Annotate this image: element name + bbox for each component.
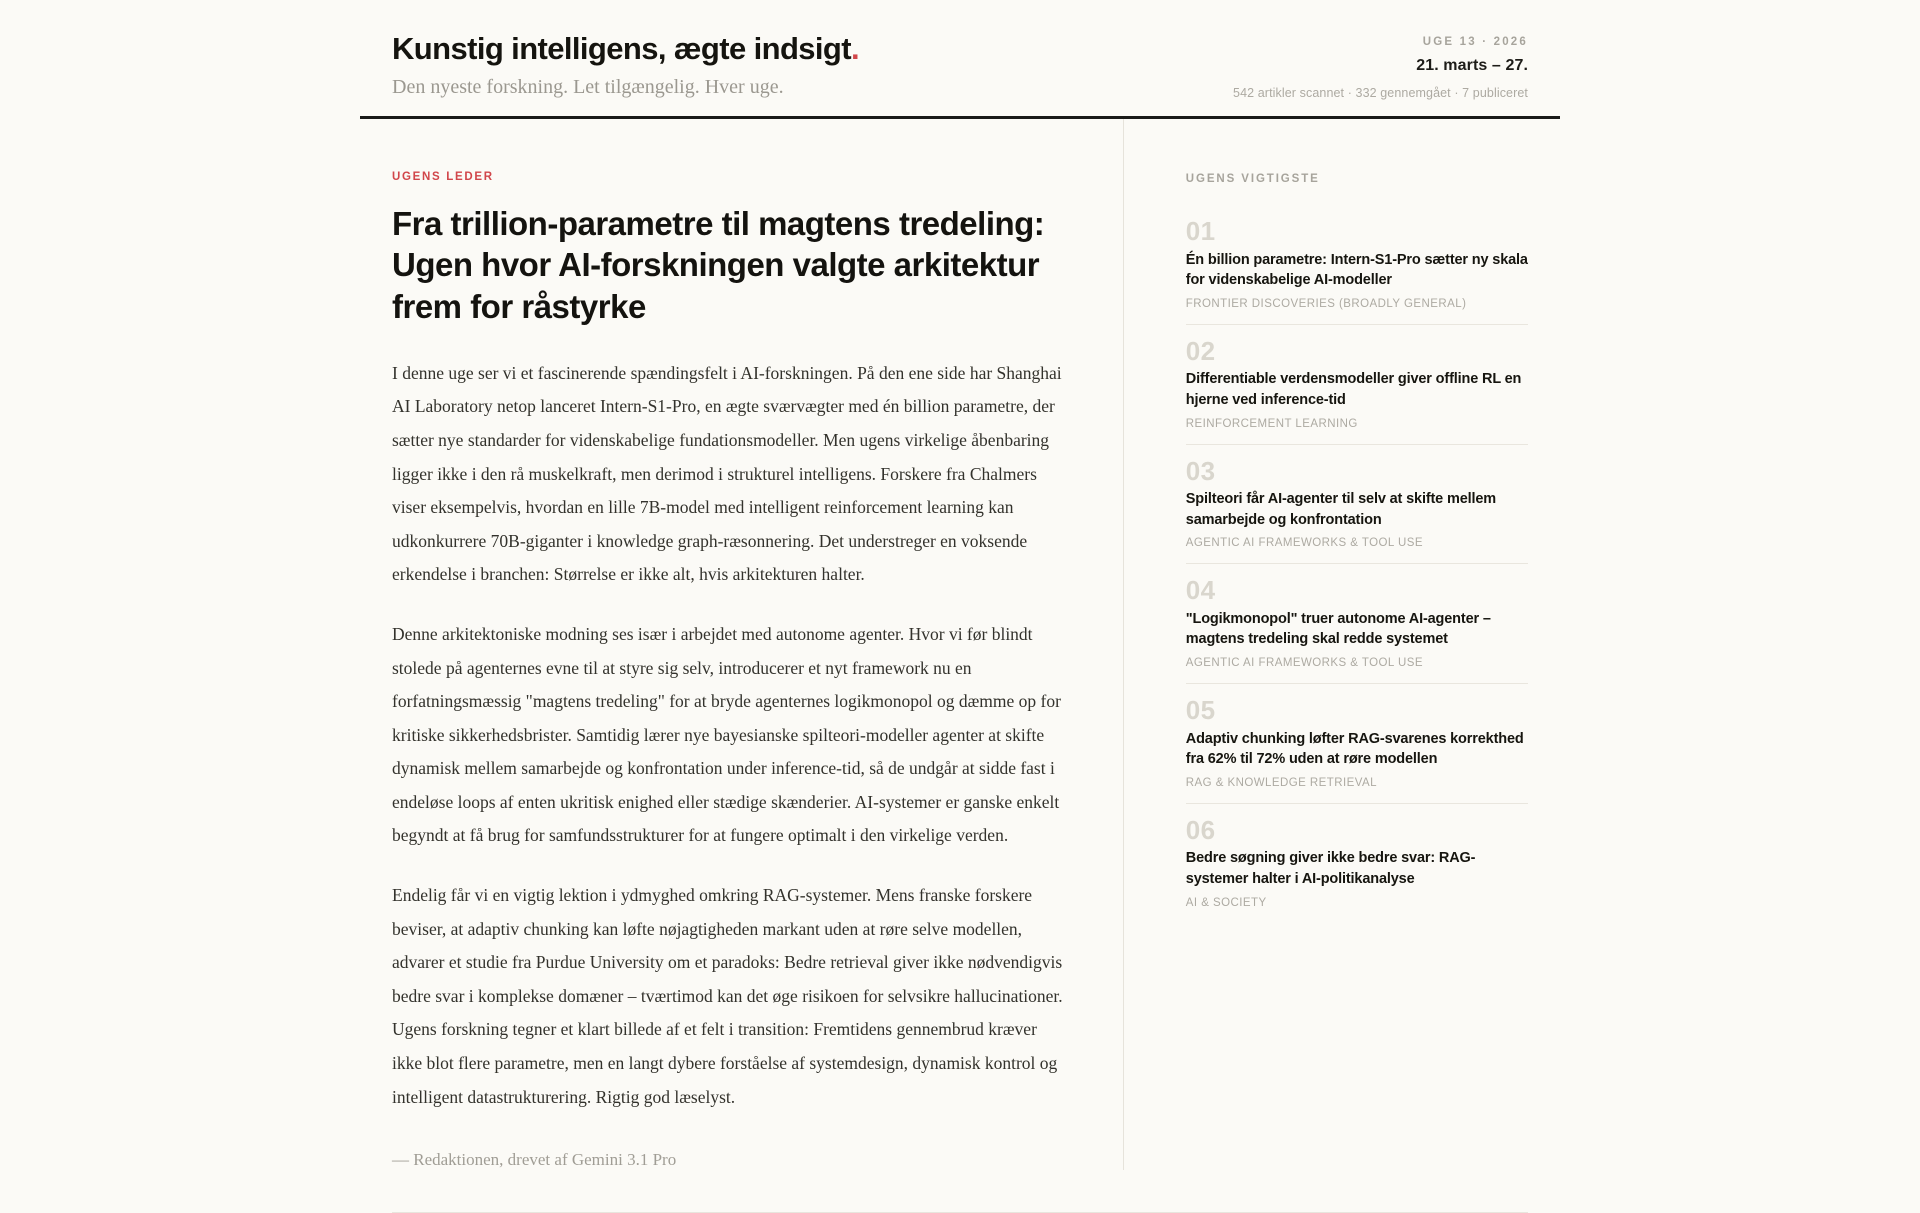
article-paragraph: Endelig får vi en vigtig lektion i ydmyghed omkring RAG-systemer. Mens franske forskere beviser, at adaptiv chunking kan løfte nøjagtigheden markant uden at røre selve modellen, advarer et studie fra Purdue University om et paradoks: Bedre retrieval giver ikke nødvendigvis bedre svar i komplekse domæner – tværtimod kan det øge risikoen for selvsikre hallucinationer. Ugens forskning tegner et klart billede af et felt i transition: Fremtidens gennembrud kræver ikke blot flere parametre, men en langt dybere forståelse af systemdesign, dynamisk kontrol og intelligent datastrukturering. Rigtig god læselyst. <box>392 885 1063 1107</box>
brand-tagline: Den nyeste forskning. Let tilgængelig. Hver uge. <box>392 76 784 99</box>
list-item[interactable] <box>1186 684 1528 804</box>
story-category: REINFORCEMENT LEARNING <box>1185 417 1358 430</box>
article-byline: — Redaktionen, drevet af Gemini 3.1 Pro <box>392 1150 677 1170</box>
story-rank: 01 <box>1185 216 1216 246</box>
story-category: AGENTIC AI FRAMEWORKS & TOOL USE <box>1185 537 1423 550</box>
story-title[interactable]: Én billion parametre: Intern-S1-Pro sætter ny skala for videnskabelige AI-modeller <box>1185 251 1528 289</box>
brand <box>392 26 859 99</box>
issue-stats: 542 artikler scannet · 332 gennemgået · 7 publiceret <box>1233 86 1528 100</box>
content-columns <box>360 119 1560 1170</box>
list-item[interactable] <box>1186 445 1528 565</box>
story-rank: 04 <box>1185 575 1216 606</box>
issue-meta <box>1233 26 1528 100</box>
newsletter-page <box>360 0 1560 1213</box>
list-item[interactable] <box>1186 564 1528 684</box>
story-title[interactable]: "Logikmonopol" truer autonome AI-agenter – magtens tredeling skal redde systemet <box>1185 610 1491 648</box>
story-category: RAG & KNOWLEDGE RETRIEVAL <box>1185 776 1378 789</box>
page-title <box>392 32 859 66</box>
brand-accent-dot: . <box>851 31 860 66</box>
article-headline: Fra trillion-parametre til magtens tredeling: Ugen hvor AI-forskningen valgte arkitektur frem for råstyrke <box>392 205 1045 325</box>
story-rank: 03 <box>1185 455 1216 486</box>
story-category: AGENTIC AI FRAMEWORKS & TOOL USE <box>1185 657 1423 669</box>
issue-week: UGE 13 · 2026 <box>1422 36 1528 48</box>
story-title[interactable]: Differentiable verdensmodeller giver offline RL en hjerne ved inference-tid <box>1185 371 1522 408</box>
top-stories-sidebar <box>1123 119 1528 1170</box>
issue-date-range: 21. marts – 27. <box>1416 57 1528 74</box>
story-rank: 05 <box>1185 695 1216 725</box>
article-paragraph: I denne uge ser vi et fascinerende spændingsfelt i AI-forskningen. På den ene side har Shanghai AI Laboratory netop lanceret Intern-S1-Pro, en ægte sværvægter med én billion parametre, der sætter nye standarder for videnskabelige fundationsmodeller. Men ugens virkelige åbenbaring ligger ikke i den rå muskelkraft, men derimod i strukturel intelligens. Forskere fra Chalmers viser eksempelvis, hvordan en lille 7B-model med intelligent reinforcement learning kan udkonkurrere 70B-giganter i knowledge graph-ræsonnering. Det understreger en voksende erkendelse i branchen: Størrelse er ikke alt, hvis arkitekturen halter. <box>392 362 1062 585</box>
list-item[interactable] <box>1186 325 1528 445</box>
lead-article <box>392 119 1123 1170</box>
list-item[interactable] <box>1186 205 1528 325</box>
story-title[interactable]: Bedre søgning giver ikke bedre svar: RAG-systemer halter i AI-politikanalyse <box>1185 850 1476 887</box>
story-category: FRONTIER DISCOVERIES (BROADLY GENERAL) <box>1185 297 1467 310</box>
brand-title-text: Kunstig intelligens, ægte indsigt <box>392 31 851 66</box>
story-rank: 06 <box>1185 814 1216 845</box>
story-category: AI & SOCIETY <box>1185 896 1267 909</box>
article-kicker: UGENS LEDER <box>392 171 494 183</box>
story-title[interactable]: Spilteori får AI-agenter til selv at skifte mellem samarbejde og konfrontation <box>1185 491 1497 528</box>
sidebar-heading: UGENS VIGTIGSTE <box>1185 173 1320 185</box>
article-paragraph: Denne arkitektoniske modning ses især i arbejdet med autonome agenter. Hvor vi før blindt stolede på agenternes evne til at styre sig selv, introducerer et nyt framework nu en forfatningsmæssig "magtens tredeling" for at bryde agenternes logikmonopol og dæmme op for kritiske sikkerhedsbrister. Samtidig lærer nye bayesianske spilteori-modeller agenter at skifte dynamisk mellem samarbejde og konfrontation under inference-tid, så de undgår at sidde fast i endeløse loops af enten ukritisk enighed eller stædige skænderier. AI-systemer er ganske enkelt begyndt at få brug for samfundsstrukturer for at fungere optimalt i den virkelige verden. <box>392 623 1061 846</box>
list-item[interactable] <box>1186 804 1528 923</box>
story-title[interactable]: Adaptiv chunking løfter RAG-svarenes korrekthed fra 62% til 72% uden at røre modellen <box>1185 730 1524 768</box>
sidebar-story-list <box>1186 205 1528 923</box>
masthead <box>360 26 1560 119</box>
story-rank: 02 <box>1185 335 1216 366</box>
